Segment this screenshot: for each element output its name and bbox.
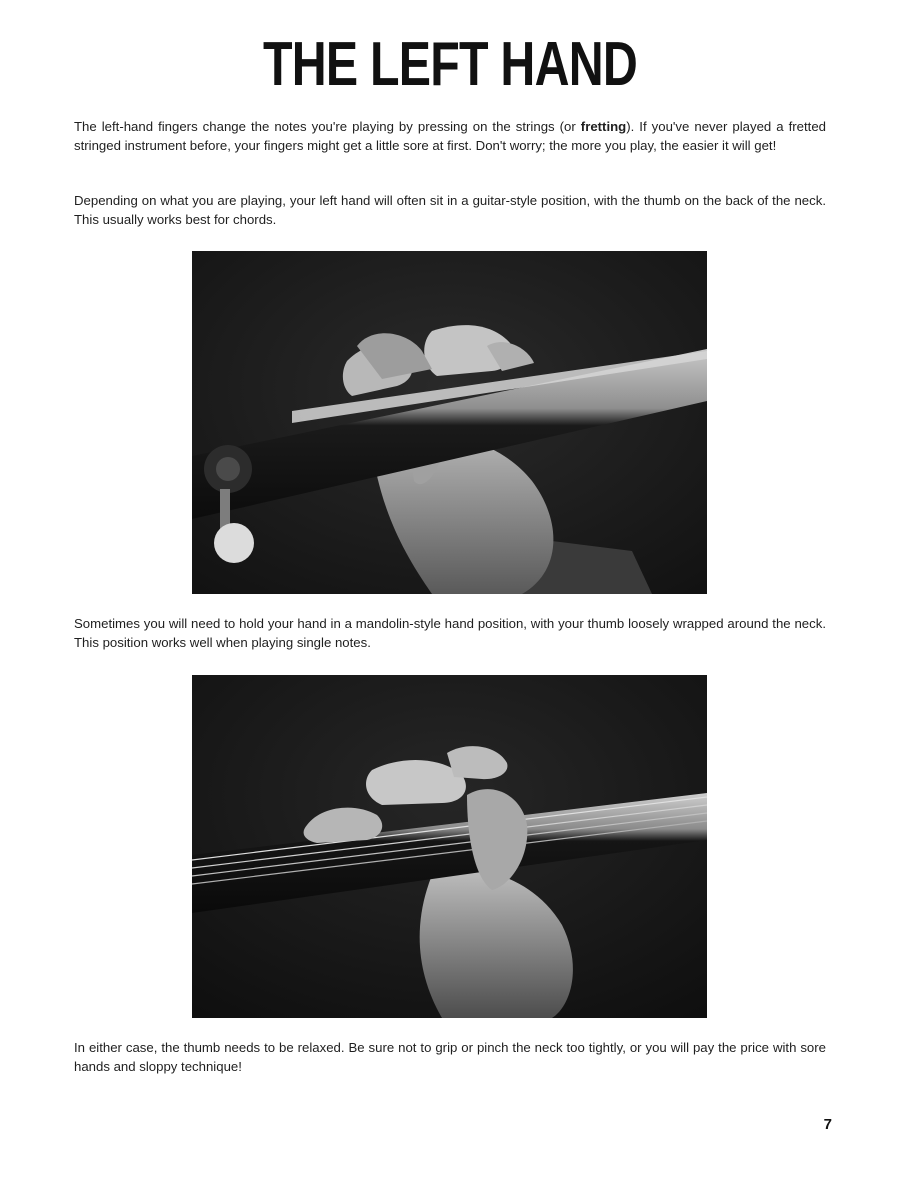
paragraph-fretting-text-after: ). If you've never played a fretted stringed instrument before, your fingers might get a little sore at first. Don't worry; the more you play, the easier it will get! [74,119,826,153]
paragraph-fretting-text-before: The left-hand fingers change the notes you're playing by pressing on the strings (or [74,119,581,134]
page-number: 7 [823,1116,832,1133]
mandolin-style-position-photo [192,675,707,1018]
fretting-term: fretting [580,119,627,134]
page-title: THE LEFT HAND [262,30,638,99]
guitar-style-position-photo [192,251,707,594]
guitar-style-photo-illustration [192,251,707,594]
mandolin-style-photo-illustration [192,675,707,1018]
paragraph-fretting [74,118,826,155]
paragraph-guitar-style: Depending on what you are playing, your left hand will often sit in a guitar-style position, with the thumb on the back of the neck. This usually works best for chords. [74,193,826,227]
paragraph-relaxed-thumb: In either case, the thumb needs to be relaxed. Be sure not to grip or pinch the neck too tightly, or you will pay the price with sore hands and sloppy technique! [74,1040,826,1074]
paragraph-mandolin-style: Sometimes you will need to hold your hand in a mandolin-style hand position, with your thumb loosely wrapped around the neck. This position works well when playing single notes. [74,616,826,650]
